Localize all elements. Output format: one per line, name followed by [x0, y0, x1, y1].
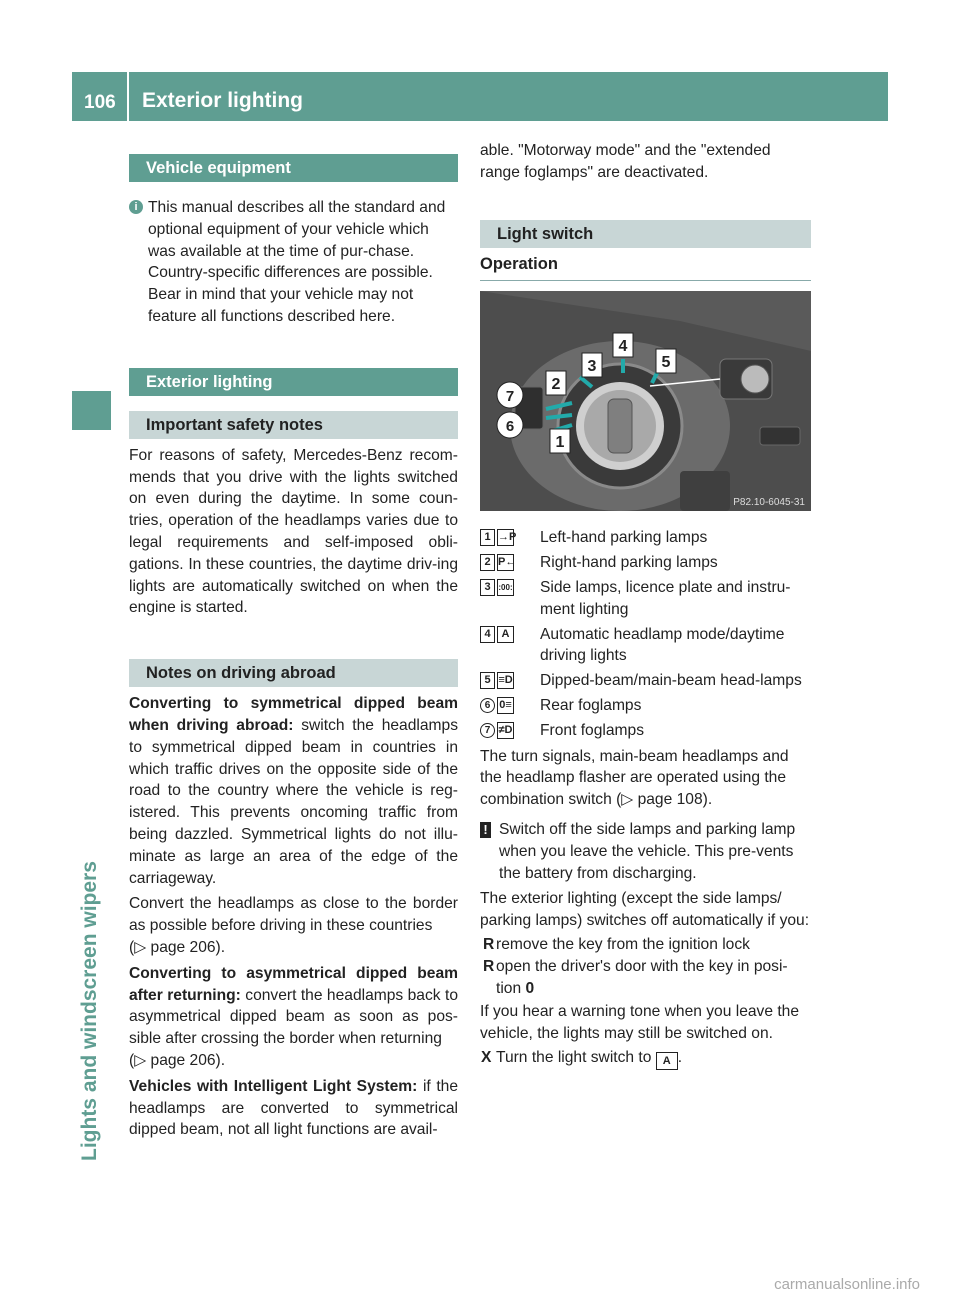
svg-text:7: 7 — [505, 388, 515, 406]
dipped-beam-icon: ≡D — [497, 672, 514, 689]
bullet-icon: R — [483, 935, 495, 953]
operation-heading: Operation — [480, 254, 811, 282]
abroad-p2-text: Convert the headlamps as close to the border as possible before driving in these countries — [129, 895, 458, 935]
key-number: 2 — [480, 554, 495, 571]
list-item: R remove the key from the ignition lock — [480, 934, 811, 956]
parking-right-icon: P← — [497, 554, 514, 571]
info-note — [129, 197, 458, 328]
list-item: R open the driver's door with the key in posi-tion 0 — [483, 957, 788, 997]
light-switch-figure — [480, 291, 811, 511]
abroad-p1-bold: Converting to symmetrical dipped beam when driving abroad: — [129, 695, 458, 734]
page-number: 106 — [84, 92, 116, 113]
legend-item — [480, 720, 811, 742]
section-heading-vehicle-equipment: Vehicle equipment — [129, 154, 458, 182]
legend-text: Automatic headlamp mode/daytime driving lights — [540, 625, 785, 665]
action-step: X Turn the light switch to A . — [480, 1047, 811, 1070]
key-number: 5 — [480, 672, 495, 689]
legend-text: Front foglamps — [540, 721, 645, 739]
key-number: 1 — [480, 529, 495, 546]
auto-off-intro: The exterior lighting (except the side lamps/ parking lamps) switches off automatically if you: — [480, 890, 810, 930]
key-number: 4 — [480, 626, 495, 643]
warning-note — [480, 819, 811, 884]
continuation-text: able. "Motorway mode" and the "extended range foglamps" are deactivated. — [480, 142, 771, 181]
abroad-p3-bold: Converting to asymmetrical dipped beam after returning: — [129, 964, 458, 1004]
legend-item — [480, 624, 811, 668]
header-divider — [127, 72, 129, 121]
info-icon: i — [129, 200, 143, 214]
auto-headlamp-icon: A — [497, 626, 514, 643]
page-title: Exterior lighting — [142, 89, 304, 112]
section-heading-exterior-lighting: Exterior lighting — [129, 368, 458, 396]
svg-text:2: 2 — [551, 376, 561, 394]
chapter-label: Lights and windscreen wipers — [78, 861, 101, 1161]
warning-icon: ! — [480, 822, 491, 838]
page-reference[interactable]: (▷ page 206). — [129, 938, 226, 956]
abroad-p4-bold: Vehicles with Intelligent Light System: — [129, 1077, 418, 1095]
legend-text: Right-hand parking lamps — [540, 554, 718, 572]
callout-6 — [497, 412, 523, 438]
watermark: carmanualsonline.info — [774, 1276, 920, 1293]
rear-foglamp-icon: 0≡ — [497, 697, 514, 714]
key-number: 3 — [480, 579, 495, 596]
legend-text: Rear foglamps — [540, 696, 642, 714]
section-heading-light-switch: Light switch — [480, 220, 811, 248]
legend-text: Dipped-beam/main-beam head-lamps — [540, 672, 802, 690]
svg-text:3: 3 — [587, 358, 597, 376]
legend-list — [480, 527, 811, 741]
abroad-paragraph-3 — [129, 963, 458, 1072]
svg-text:6: 6 — [505, 418, 515, 436]
abroad-paragraph-2 — [129, 893, 458, 958]
abroad-paragraph-4 — [129, 1076, 458, 1141]
left-column — [129, 140, 458, 1143]
legend-text: Side lamps, licence plate and instru-ment lighting — [540, 578, 791, 618]
legend-item — [480, 527, 811, 549]
parking-left-icon: →P — [497, 529, 514, 546]
abroad-paragraph-1 — [129, 693, 458, 889]
safety-text: For reasons of safety, Mercedes-Benz recom-mends that you drive with the lights switched on even during the daytime. In some coun-tries, operation of the headlamps varies due to legal requirements and self-imposed obli-gations. In these countries, the daytime driv-ing lights are automatically switched on when the engine is started. — [129, 446, 458, 617]
callout-1 — [550, 429, 570, 453]
callout-2 — [546, 371, 566, 395]
bullet-icon: R — [483, 957, 495, 975]
subsection-heading-abroad: Notes on driving abroad — [129, 659, 458, 687]
action-arrow-icon: X — [481, 1048, 492, 1066]
info-text: This manual describes all the standard and optional equipment of your vehicle which was available at the time of pur-chase. Country-specific differences are possible. Bear in mind that your vehicle may not feature all functions described here. — [148, 199, 446, 325]
page-reference[interactable]: (▷ page 206). — [129, 1051, 226, 1069]
subsection-heading-safety: Important safety notes — [129, 411, 458, 439]
chapter-marker — [72, 391, 111, 430]
chapter-side-tab — [72, 121, 111, 1303]
turn-signals-text: The turn signals, main-beam headlamps and the headlamp flasher are operated using the combination switch (▷ page 108). — [480, 747, 789, 809]
callout-4 — [613, 333, 633, 357]
legend-item — [480, 552, 811, 574]
key-number: 6 — [480, 698, 495, 713]
abroad-p3-text: convert the headlamps back to asymmetrical dipped beam as soon as pos-sible after crossing the border when returning — [129, 986, 458, 1048]
side-lamps-icon: :00: — [497, 579, 514, 596]
callout-3 — [582, 353, 602, 377]
callout-7 — [497, 382, 523, 408]
warning-tone-text: If you hear a warning tone when you leave the vehicle, the lights may still be switched on. — [480, 1003, 800, 1043]
legend-item — [480, 670, 811, 692]
abroad-p1-text: switch the headlamps to symmetrical dipped beam in countries in which traffic drives on the opposite side of the road to the country where the vehicle is reg-istered. This prevents oncoming traffic from being dazzled. Symmetrical lights do not illu-minate as large an area of the edge of the carriageway. — [129, 716, 458, 887]
key-number: 7 — [480, 723, 495, 738]
svg-text:4: 4 — [618, 338, 628, 356]
legend-item — [480, 695, 811, 717]
svg-text:5: 5 — [661, 354, 671, 372]
right-column — [480, 140, 811, 1070]
svg-text:1: 1 — [555, 434, 565, 452]
front-foglamp-icon: ≠D — [497, 722, 514, 739]
page-header — [72, 72, 888, 121]
auto-headlamp-icon: A — [656, 1052, 678, 1070]
legend-text: Left-hand parking lamps — [540, 529, 708, 547]
abroad-p4-text: if the headlamps are converted to symmetrical dipped beam, not all light functions are avail- — [129, 1077, 459, 1139]
legend-item — [480, 577, 811, 621]
warning-text: Switch off the side lamps and parking lamp when you leave the vehicle. This pre-vents the battery from discharging. — [499, 820, 796, 882]
callout-5 — [656, 349, 676, 373]
figure-code: P82.10-6045-31 — [733, 497, 805, 509]
